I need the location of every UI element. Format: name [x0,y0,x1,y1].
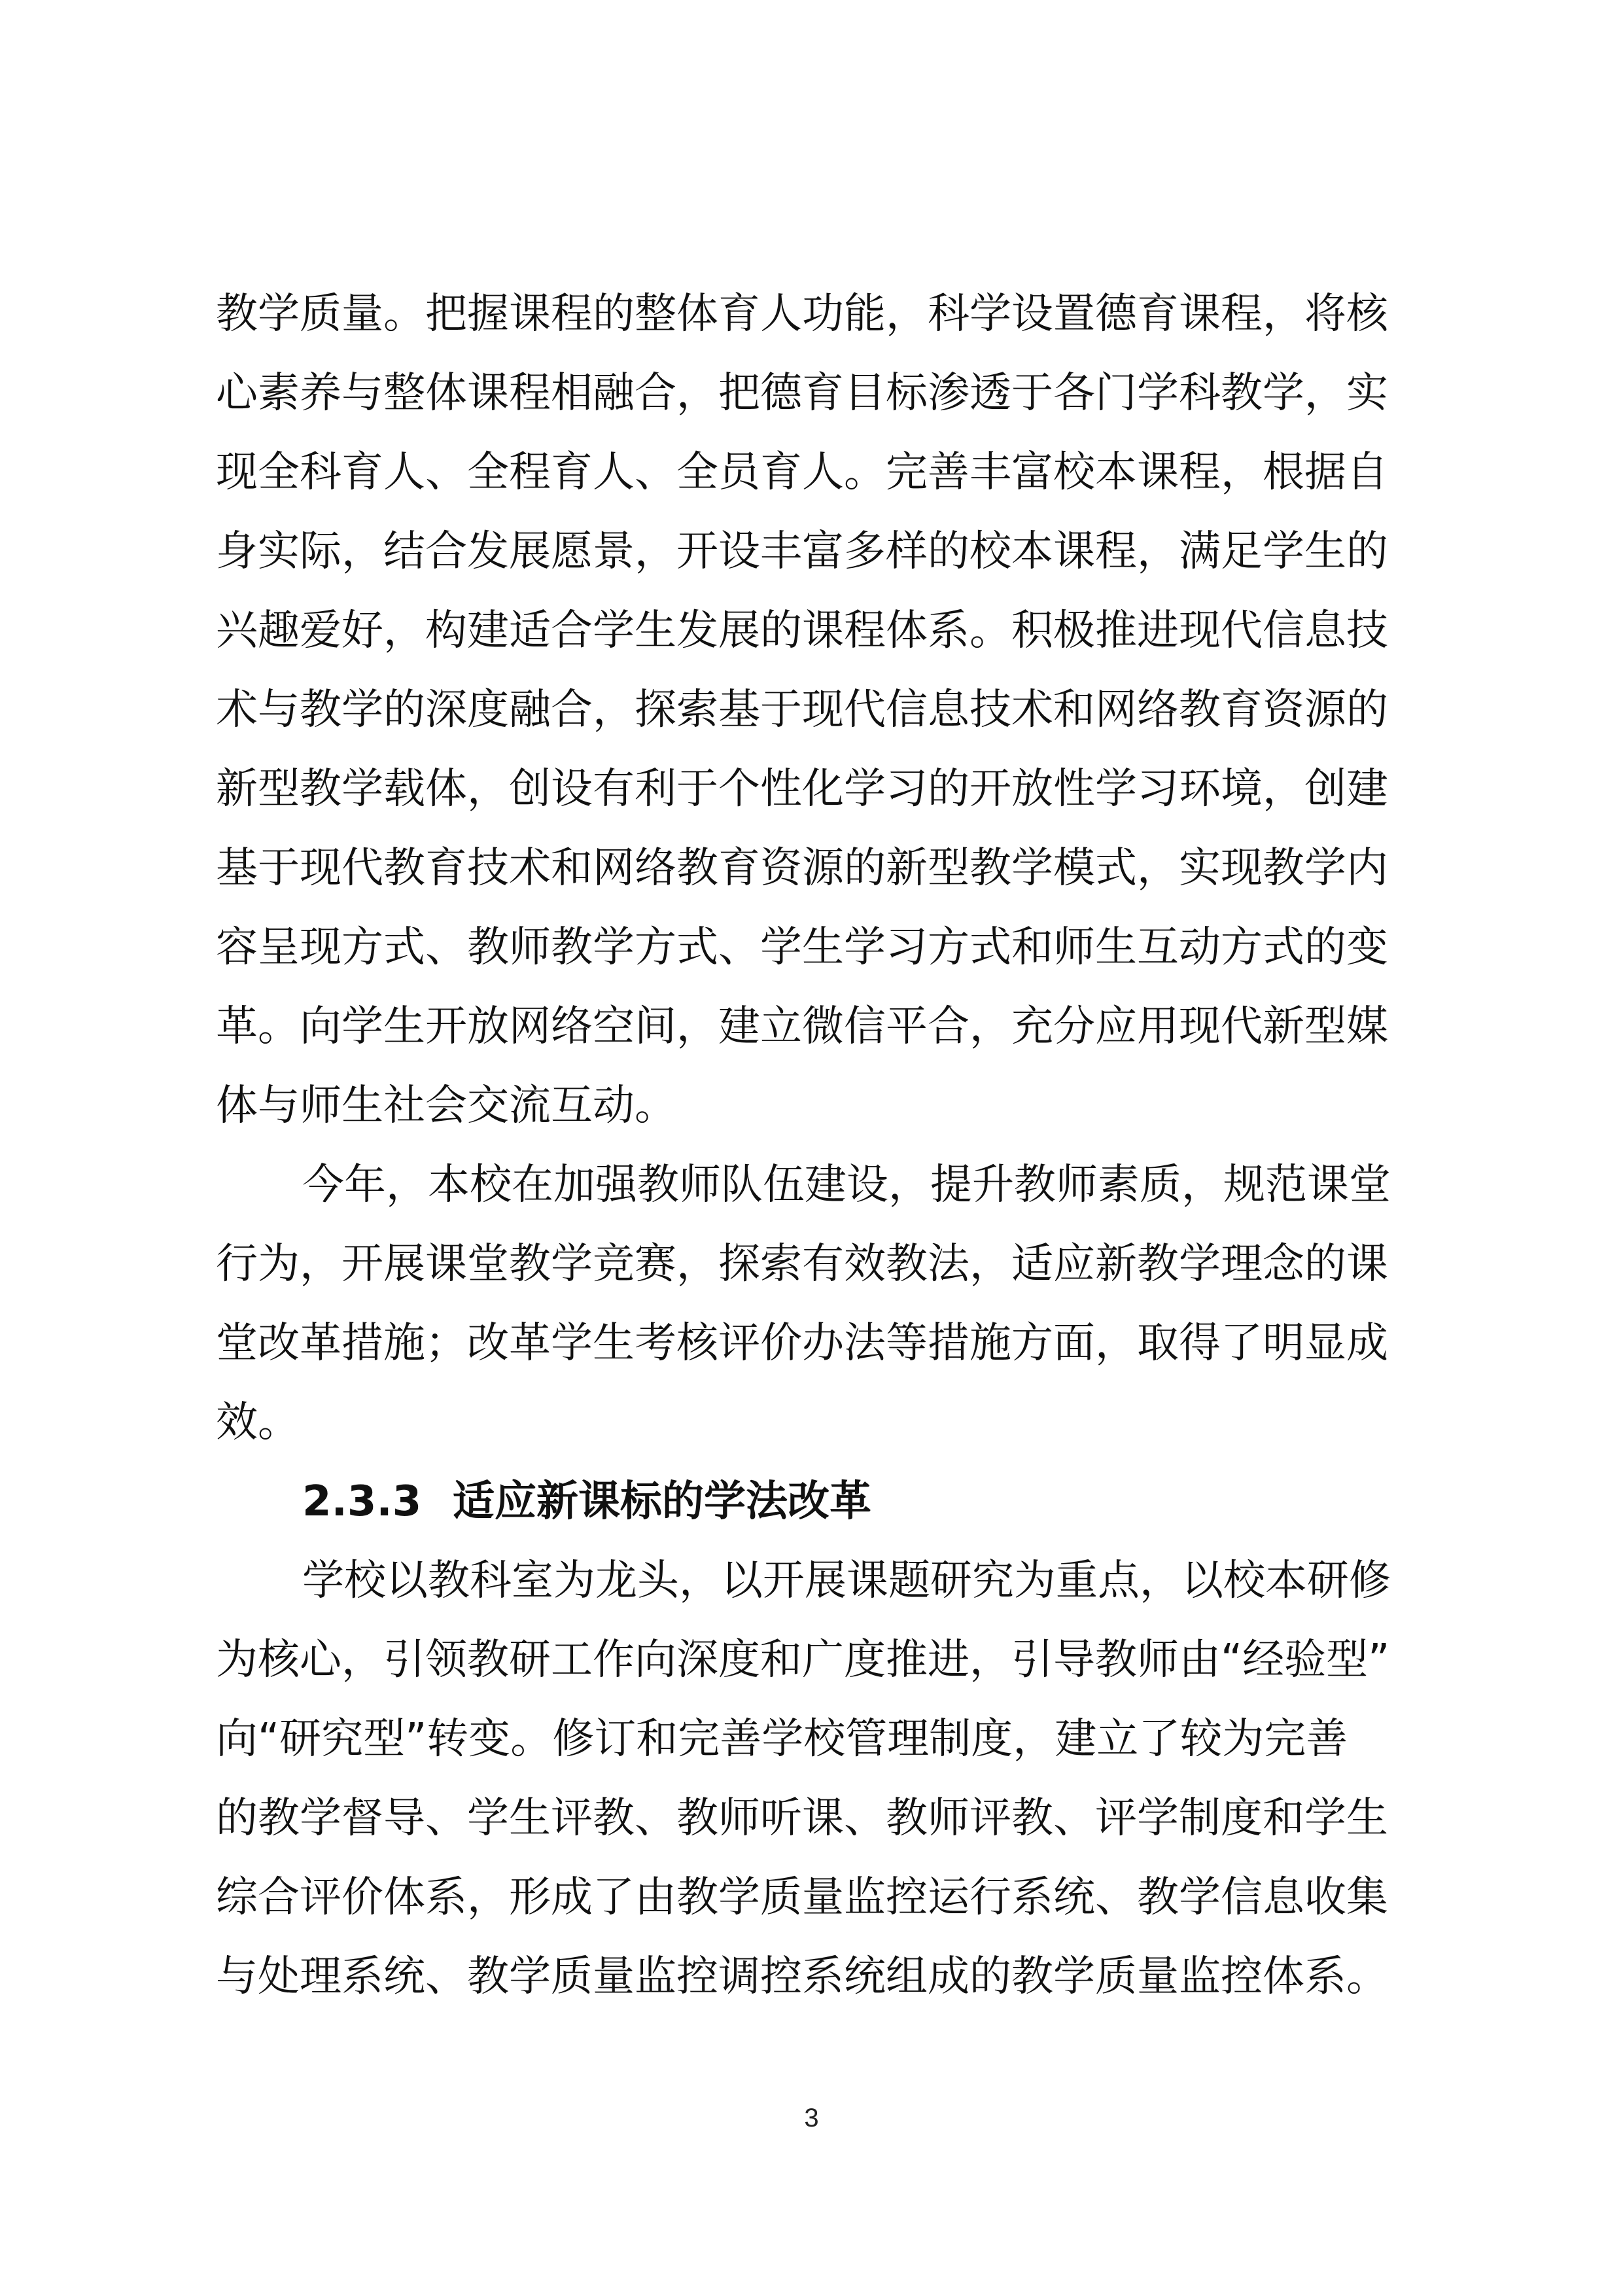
text-line: 基于现代教育技术和网络教育资源的新型教学模式，实现教学内 [216,844,1388,892]
page-body [216,275,1420,2017]
text-line: 教学质量。把握课程的整体育人功能，科学设置德育课程，将核 [216,290,1388,338]
text-line: 综合评价体系，形成了由教学质量监控运行系统、教学信息收集 [216,1873,1388,1922]
text-line: 心素养与整体课程相融合，把德育目标渗透于各门学科教学，实 [216,369,1388,417]
text-line: 向“研究型”转变。修订和完善学校管理制度，建立了较为完善 [216,1715,1348,1763]
section-title: 适应新课标的学法改革 [453,1477,871,1526]
text-line: 与处理系统、教学质量监控调控系统组成的教学质量监控体系。 [216,1952,1388,2001]
text-line: 学校以教科室为龙头，以开展课题研究为重点，以校本研修 [302,1557,1391,1605]
text-line: 为核心，引领教研工作向深度和广度推进，引导教师由“经验型” [216,1636,1390,1684]
page-number: 3 [804,2104,819,2132]
text-line: 体与师生社会交流互动。 [216,1082,676,1130]
text-line: 容呈现方式、教师教学方式、学生学习方式和师生互动方式的变 [216,923,1388,972]
paragraph-this-year [216,1146,1420,1462]
section-number: 2.3.3 [302,1477,422,1526]
text-line: 兴趣爱好，构建适合学生发展的课程体系。积极推进现代信息技 [216,607,1388,655]
text-line: 的教学督导、学生评教、教师听课、教师评教、评学制度和学生 [216,1794,1388,1843]
text-line: 革。向学生开放网络空间，建立微信平合，充分应用现代新型媒 [216,1002,1388,1051]
text-line: 行为，开展课堂教学竞赛，探索有效教法，适应新教学理念的课 [216,1240,1388,1288]
text-line: 堂改革措施；改革学生考核评价办法等措施方面，取得了明显成 [216,1319,1388,1368]
paragraph-curriculum [216,275,1420,1146]
text-line: 今年，本校在加强教师队伍建设，提升教师素质，规范课堂 [302,1161,1391,1209]
text-line: 术与教学的深度融合，探索基于现代信息技术和网络教育资源的 [216,686,1388,734]
text-line: 现全科育人、全程育人、全员育人。完善丰富校本课程，根据自 [216,448,1388,497]
text-line: 效。 [216,1398,300,1447]
text-line: 新型教学载体，创设有利于个性化学习的开放性学习环境，创建 [216,765,1388,813]
section-heading [216,1462,1420,1542]
text-line: 身实际，结合发展愿景，开设丰富多样的校本课程，满足学生的 [216,527,1388,576]
paragraph-research [216,1542,1420,2017]
